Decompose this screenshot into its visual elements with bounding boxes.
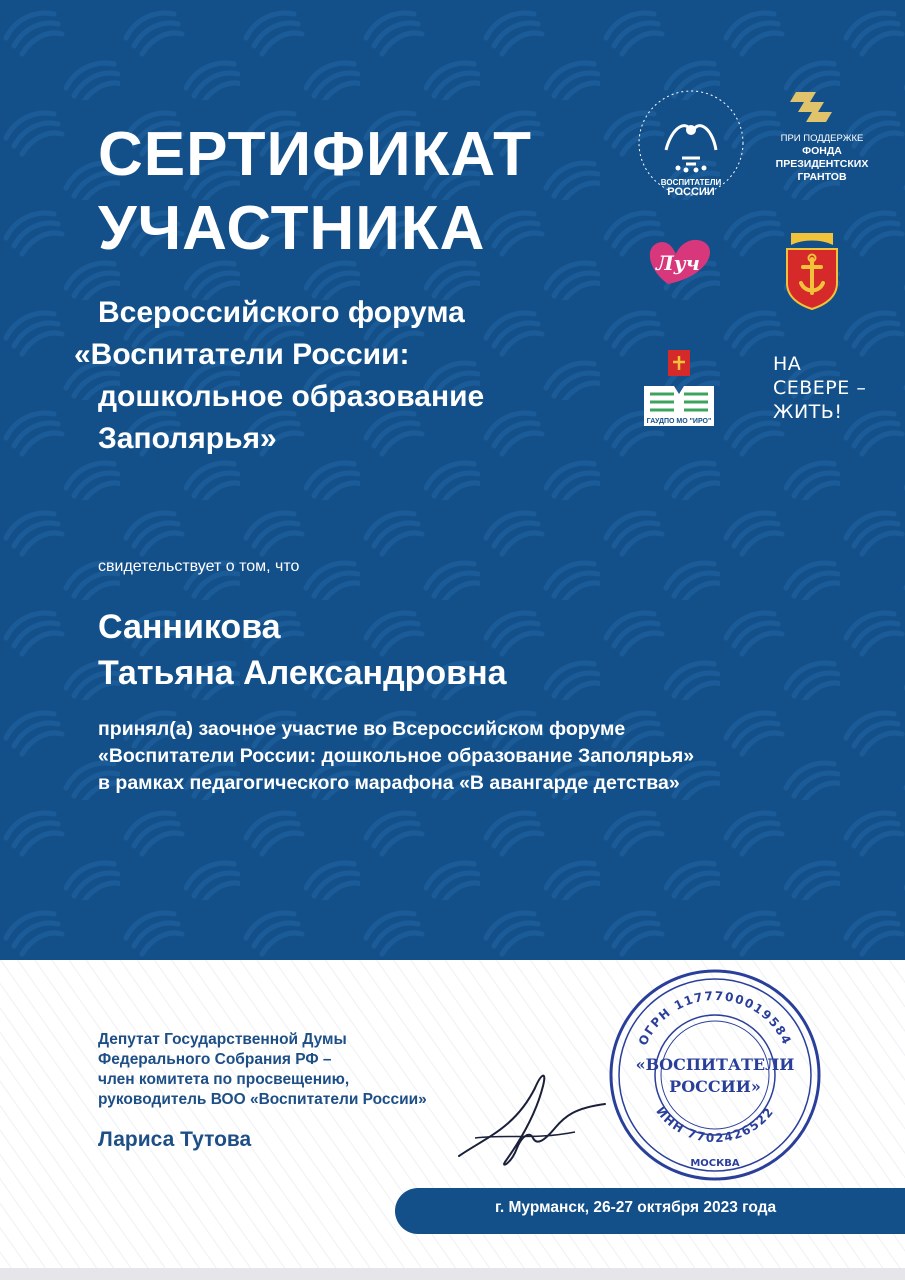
event-place-date: г. Мурманск, 26-27 октября 2023 года: [495, 1199, 777, 1216]
certificate-title: [98, 118, 532, 266]
certifies-text: свидетельствует о том, что: [98, 558, 300, 575]
title-line-2: УЧАСТНИКА: [98, 194, 486, 263]
vospitateli-rossii-logo: [636, 88, 746, 198]
forum-name-line-1: Всероссийского форума: [98, 296, 465, 329]
svg-text:ИНН 7702426522: [653, 1104, 776, 1145]
svg-text:ОГРН 1177700019584: [636, 989, 795, 1048]
title-line-1: СЕРТИФИКАТ: [98, 120, 532, 189]
fund-line-3: ГРАНТОВ: [797, 171, 847, 183]
fund-line-2: ПРЕЗИДЕНТСКИХ: [775, 158, 869, 170]
fund-line-1: ФОНДА: [802, 145, 842, 157]
stamp-city: МОСКВА: [690, 1158, 740, 1169]
statement-line-1: принял(а) заочное участие во Всероссийском форуме: [98, 718, 626, 740]
forum-name-line-3: дошкольное образование: [98, 380, 485, 413]
handwritten-signature: [455, 1068, 615, 1183]
signer-line-2: Федерального Собрания РФ –: [98, 1051, 332, 1068]
signer-name: Лариса Тутова: [98, 1128, 252, 1151]
na-severe-line-2: СЕВЕРЕ –: [773, 377, 867, 399]
stamp-center-line-1: «ВОСПИТАТЕЛИ: [635, 1055, 795, 1074]
forum-name-line-4: Заполярья»: [98, 422, 277, 455]
statement-line-3: в рамках педагогического марафона «В авангарде детства»: [98, 772, 680, 794]
presidential-grants-fund-icon: [790, 88, 836, 128]
signer-line-1: Депутат Государственной Думы: [98, 1031, 347, 1048]
na-severe-line-3: ЖИТЬ!: [773, 401, 843, 423]
na-severe-zhit-logo: [773, 352, 866, 424]
forum-name: [74, 292, 484, 460]
statement-line-2: «Воспитатели России: дошкольное образование Заполярья»: [98, 745, 695, 767]
murmansk-coat-of-arms-icon: [781, 231, 843, 311]
participant-surname: Санникова: [98, 608, 281, 646]
luch-logo-text: Луч: [656, 251, 700, 275]
participation-statement: [98, 716, 694, 797]
iro-logo-text: ГАУДПО МО "ИРО": [646, 418, 712, 425]
stamp-center-line-2: РОССИИ»: [669, 1077, 761, 1096]
stamp-ogrn: ОГРН 1177700019584: [635, 988, 795, 1048]
signer-line-3: член комитета по просвещению,: [98, 1071, 350, 1088]
na-severe-line-1: НА: [773, 353, 802, 375]
svg-text:ВОСПИТАТЕЛИ: ВОСПИТАТЕЛИ: [660, 178, 722, 187]
svg-text:РОССИИ: РОССИИ: [667, 186, 715, 198]
fund-support-label: ПРИ ПОДДЕРЖКЕ: [780, 133, 864, 144]
forum-name-line-2: «Воспитатели России:: [74, 338, 410, 371]
organization-stamp: [604, 964, 826, 1191]
signer-position: [98, 1030, 427, 1110]
luch-logo: [638, 232, 724, 292]
participant-name: [98, 604, 507, 696]
presidential-grants-fund-text: [762, 132, 882, 184]
iro-institute-logo: [638, 346, 720, 436]
bottom-edge: [0, 1268, 905, 1280]
stamp-inn: ИНН 7702426522: [653, 1104, 777, 1146]
participant-given-names: Татьяна Александровна: [98, 654, 507, 692]
signer-line-4: руководитель ВОО «Воспитатели России»: [98, 1091, 427, 1108]
